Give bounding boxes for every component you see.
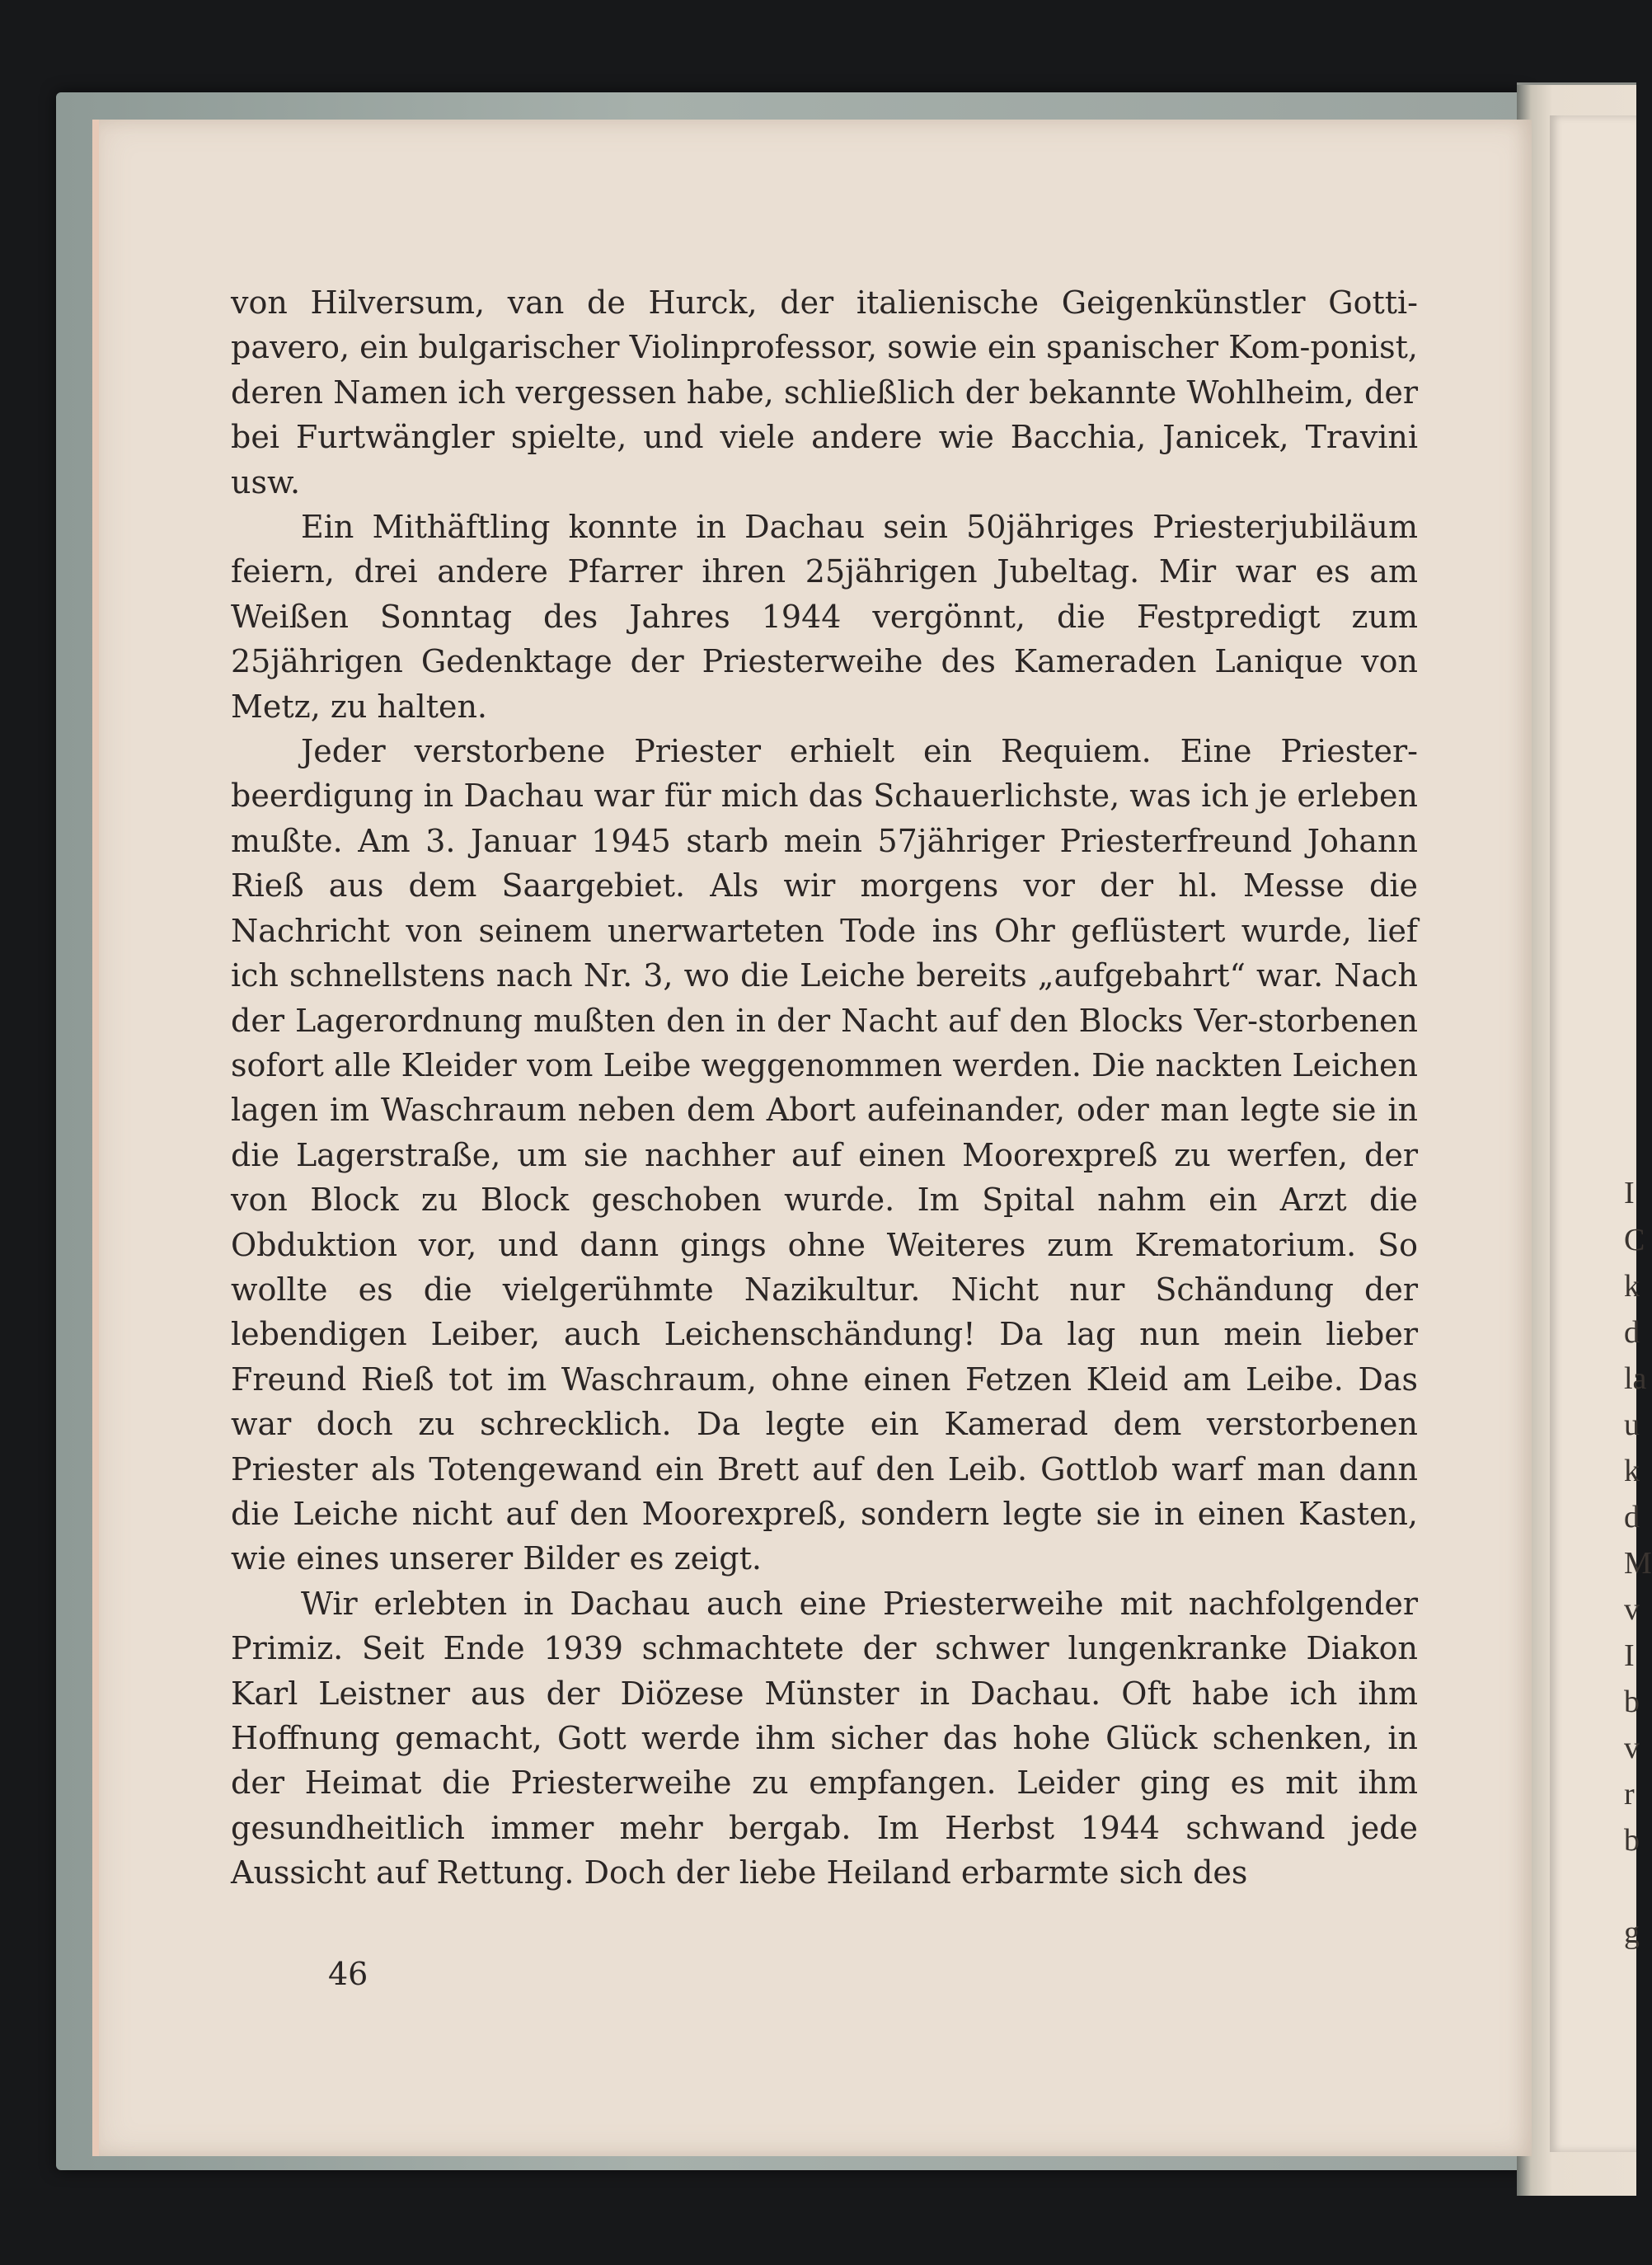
next-page-letter: d — [1624, 1315, 1640, 1350]
next-page-letter: I — [1624, 1638, 1635, 1673]
paragraph: Wir erlebten in Dachau auch eine Priesterweihe mit nachfolgender Primiz. Seit Ende 1939 schmachtete der schwer lungenkranke Diakon Karl Leistner aus der Diözese Münster in Dachau. Oft habe ich ihm Hoffnung gemacht, Gott werde ihm sicher das hohe Glück schenken, in der Heimat die Priesterweihe zu empfangen. Leider ging es mit ihm gesundheitlich immer mehr bergab. Im Herbst 1944 schwand jede Aussicht auf Rettung. Doch der liebe Heiland erbarmte sich des — [231, 1585, 1418, 1891]
paragraph: Jeder verstorbene Priester erhielt ein Requiem. Eine Priester-beerdigung in Dachau war für mich das Schauerlichste, was ich je erleben mußte. Am 3. Januar 1945 starb mein 57jähriger Priesterfreund Johann Rieß aus dem Saargebiet. Als wir morgens vor der hl. Messe die Nachricht von seinem unerwarteten Tode ins Ohr geflüstert wurde, lief ich schnellstens nach Nr. 3, wo die Leiche bereits „aufgebahrt“ war. Nach der Lagerordnung mußten den in der Nacht auf den Blocks Ver-storbenen sofort alle Kleider vom Leibe weggenommen werden. Die nackten Leichen lagen im Waschraum neben dem Abort aufeinander, oder man legte sie in die Lagerstraße, um sie nachher auf einen Moorexpreß zu werfen, der von Block zu Block geschoben wurde. Im Spital nahm ein Arzt die Obduktion vor, und dann gings ohne Weiteres zum Krematorium. So wollte es die vielgerühmte Nazikultur. Nicht nur Schändung der lebendigen Leiber, auch Leichenschändung! Da lag nun mein lieber Freund Rieß tot im Waschraum, ohne einen Fetzen Kleid am Leibe. Das war doch zu schrecklich. Da legte ein Kamerad dem verstorbenen Priester als Totengewand ein Brett auf den Leib. Gottlob warf man dann die Leiche nicht auf den Moorexpreß, sondern legte sie in einen Kasten, wie eines unserer Bilder es zeigt. — [231, 733, 1418, 1577]
next-page-letter: la — [1624, 1361, 1647, 1396]
next-page-letter: k — [1624, 1269, 1640, 1304]
paragraph: Ein Mithäftling konnte in Dachau sein 50jähriges Priesterjubiläum feiern, drei andere Pfarrer ihren 25jährigen Jubeltag. Mir war es am Weißen Sonntag des Jahres 1944 vergönnt, die Festpredigt zum 25jährigen Gedenktage der Priesterweihe des Kameraden Lanique von Metz, zu halten. — [231, 509, 1418, 725]
next-page-letter: v — [1624, 1731, 1640, 1765]
next-page-letter: g — [1624, 1915, 1640, 1950]
next-page-letter: k — [1624, 1454, 1640, 1488]
next-page-letter: I — [1624, 1176, 1635, 1210]
next-page-letter: u — [1624, 1407, 1640, 1442]
next-page-letter: v — [1624, 1592, 1640, 1627]
page-body-text — [231, 280, 1418, 1929]
next-page-letter: r — [1624, 1777, 1635, 1812]
next-page-letter: d — [1624, 1500, 1640, 1534]
next-page-letter: C — [1624, 1223, 1645, 1257]
next-page-letter: b — [1624, 1823, 1640, 1858]
next-page-letter: M — [1624, 1546, 1652, 1581]
next-page-letter: b — [1624, 1685, 1640, 1719]
page-number: 46 — [328, 1956, 368, 1992]
paragraph: von Hilversum, van de Hurck, der italienische Geigenkünstler Gotti-pavero, ein bulgarischer Violinprofessor, sowie ein spanischer Kom-ponist, deren Namen ich vergessen habe, schließlich der bekannte Wohlheim, der bei Furtwängler spielte, und viele andere wie Bacchia, Janicek, Travini usw. — [231, 284, 1418, 500]
